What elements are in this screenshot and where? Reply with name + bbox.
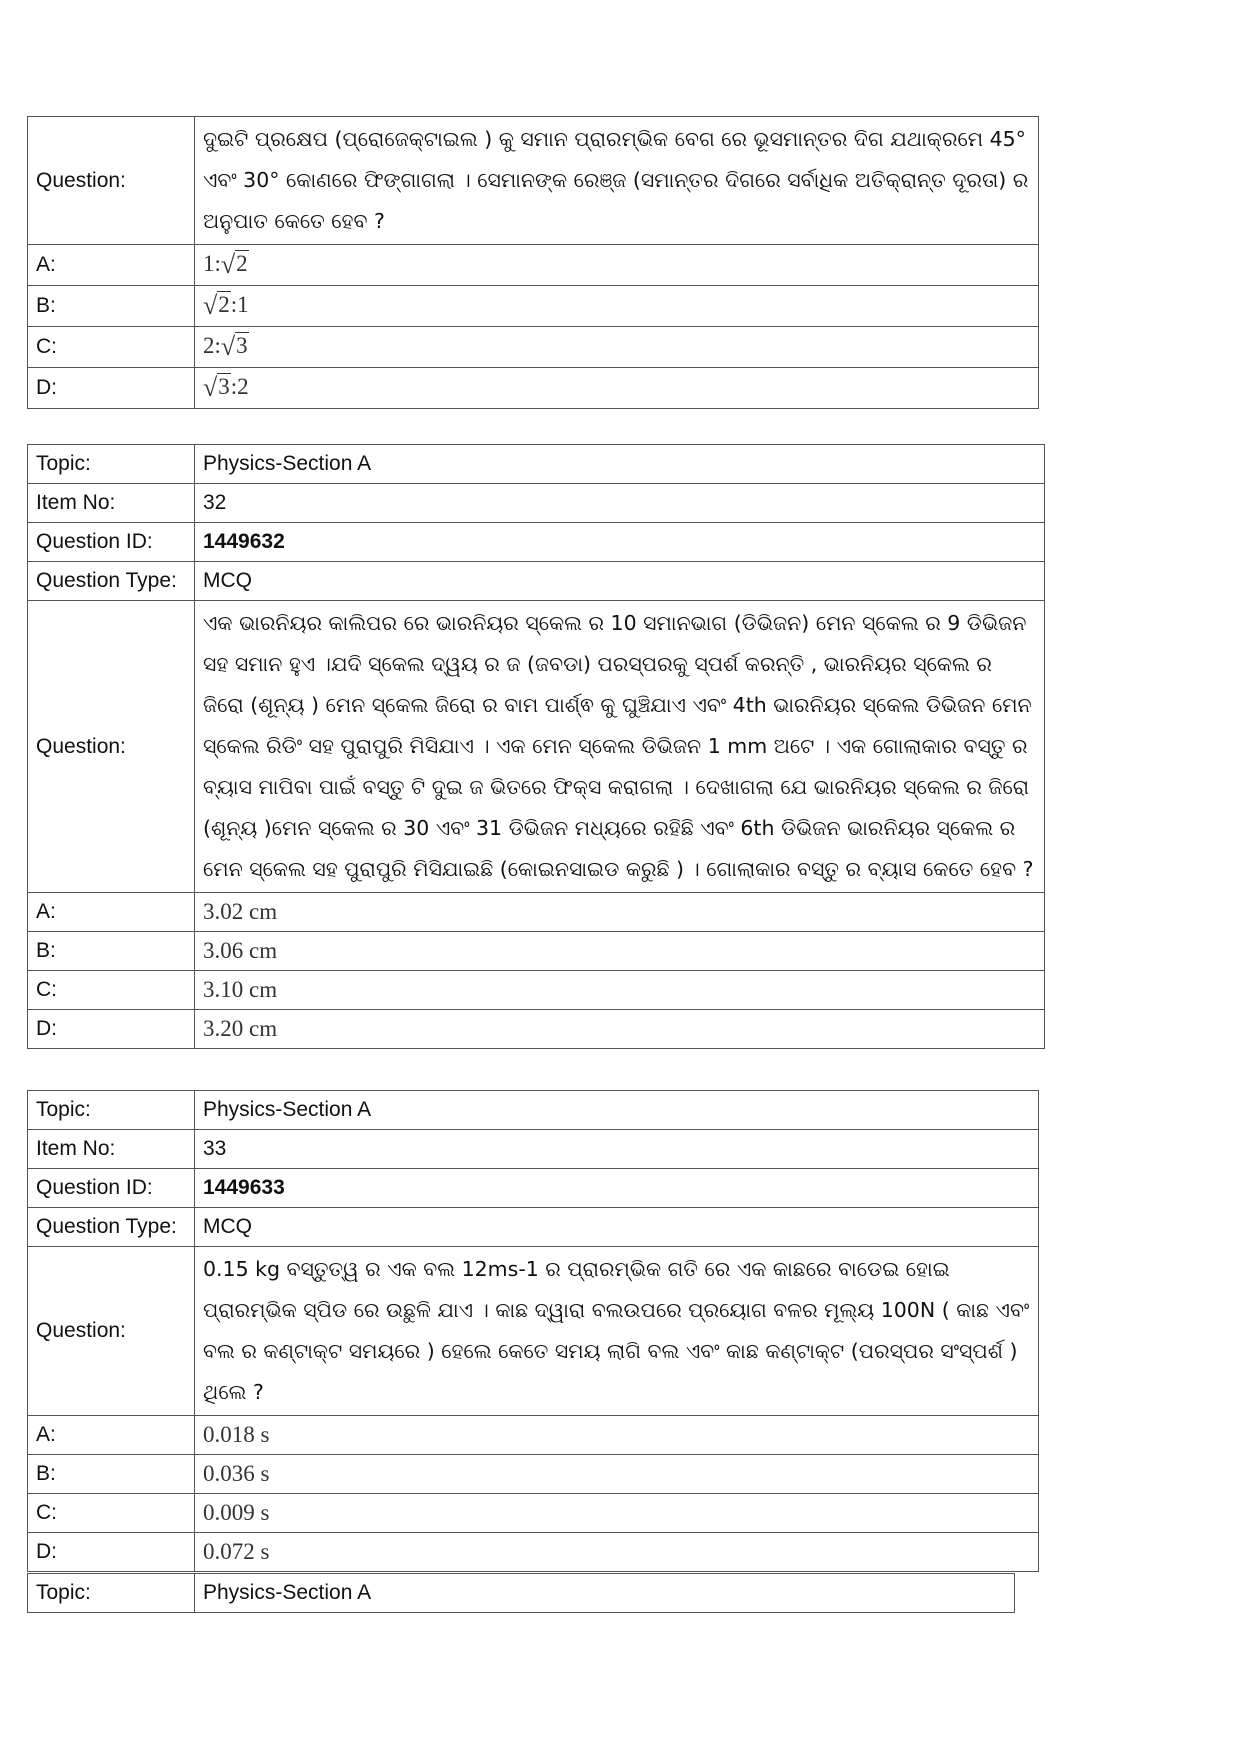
option-value: 0.072 s <box>195 1533 1039 1572</box>
topic-row <box>28 1574 1015 1613</box>
option-row <box>28 1010 1045 1049</box>
question-text: ଦୁଇଟି ପ୍ରକ୍ଷେପ (ପ୍ରୋଜେକ୍ଟାଇଲ ) କୁ ସମାନ ପ୍ରାରମ୍ଭିକ ବେଗ ରେ ଭୂସମାନ୍ତର ଦିଗ ଯଥାକ୍ରମେ 45° ଏବଂ 30° କୋଣରେ ଫିଙ୍ଗାଗଲା । ସେମାନଙ୍କ ରେଞ୍ଜ (ସମାନ୍ତର ଦିଗରେ ସର୍ବାଧିକ ଅତିକ୍ରାନ୍ତ ଦୂରତା) ର ଅନୁପାତ କେତେ ହେବ ? <box>195 117 1039 245</box>
option-value: 0.036 s <box>195 1455 1039 1494</box>
radicand: 2 <box>218 292 230 317</box>
question-block-34 <box>27 1573 1015 1613</box>
option-value <box>195 245 1039 286</box>
sqrt-symbol: √2 <box>203 291 230 320</box>
item-value: 32 <box>195 484 1045 523</box>
topic-row <box>28 1091 1039 1130</box>
option-row <box>28 1494 1039 1533</box>
option-label: A: <box>28 1416 195 1455</box>
sqrt-symbol: √2 <box>220 250 248 279</box>
topic-value: Physics-Section A <box>195 445 1045 484</box>
option-row <box>28 1455 1039 1494</box>
option-label: C: <box>28 327 195 368</box>
option-text: 1: <box>203 251 221 276</box>
option-text: :1 <box>230 292 249 317</box>
option-value: 3.06 cm <box>195 932 1045 971</box>
item-label: Item No: <box>28 484 195 523</box>
item-row <box>28 1130 1039 1169</box>
question-label: Question: <box>28 117 195 245</box>
option-value: 3.20 cm <box>195 1010 1045 1049</box>
radicand: 2 <box>236 251 248 276</box>
topic-label: Topic: <box>28 1091 195 1130</box>
question-label: Question: <box>28 1247 195 1416</box>
option-row <box>28 245 1039 286</box>
question-row <box>28 117 1039 245</box>
question-id-label: Question ID: <box>28 523 195 562</box>
item-row <box>28 484 1045 523</box>
topic-value: Physics-Section A <box>195 1091 1039 1130</box>
option-text: 2: <box>203 333 221 358</box>
question-block-32 <box>27 444 1045 1049</box>
option-row <box>28 1533 1039 1572</box>
question-label: Question: <box>28 601 195 893</box>
option-row <box>28 893 1045 932</box>
item-label: Item No: <box>28 1130 195 1169</box>
option-label: B: <box>28 1455 195 1494</box>
question-row <box>28 1247 1039 1416</box>
option-label: C: <box>28 1494 195 1533</box>
option-label: B: <box>28 932 195 971</box>
option-label: A: <box>28 245 195 286</box>
question-id-value: 1449632 <box>195 523 1045 562</box>
option-text: :2 <box>230 374 249 399</box>
question-text: ଏକ ଭାରନିୟର କାଲିପର ରେ ଭାରନିୟର ସ୍କେଲ ର 10 ସମାନଭାଗ (ଡିଭିଜନ) ମେନ ସ୍କେଲ ର 9 ଡିଭିଜନ ସହ ସମାନ ହୁଏ ।ଯଦି ସ୍କେଲ ଦ୍ୱୟ ର ଜ (ଜବଡା) ପରସ୍ପରକୁ ସ୍ପର୍ଶ କରନ୍ତି , ଭାରନିୟର ସ୍କେଲ ର ଜିରୋ (ଶୂନ୍ୟ ) ମେନ ସ୍କେଲ ଜିରୋ ର ବାମ ପାର୍ଶ୍ଵ କୁ ଘୁଞ୍ଚିଯାଏ ଏବଂ 4th ଭାରନିୟର ସ୍କେଲ ଡିଭିଜନ ମେନ ସ୍କେଲ ରିଡିଂ ସହ ପୁରାପୁରି ମିସିଯାଏ । ଏକ ମେନ ସ୍କେଲ ଡିଭିଜନ 1 mm ଅଟେ । ଏକ ଗୋଲାକାର ବସ୍ତୁ ର ବ୍ୟାସ ମାପିବା ପାଇଁ ବସ୍ତୁ ଟି ଦୁଇ ଜ ଭିତରେ ଫିକ୍ସ କରାଗଲା । ଦେଖାଗଲା ଯେ ଭାରନିୟର ସ୍କେଲ ର ଜିରୋ (ଶୂନ୍ୟ )ମେନ ସ୍କେଲ ର 30 ଏବଂ 31 ଡିଭିଜନ ମଧ୍ୟରେ ରହିଛି ଏବଂ 6th ଡିଭିଜନ ଭାରନିୟର ସ୍କେଲ ର ମେନ ସ୍କେଲ ସହ ପୁରାପୁରି ମିସିଯାଇଛି (କୋଇନସାଇଡ କରୁଛି ) । ଗୋଲାକାର ବସ୍ତୁ ର ବ୍ୟାସ କେତେ ହେବ ? <box>195 601 1045 893</box>
topic-value: Physics-Section A <box>195 1574 1015 1613</box>
question-id-row <box>28 523 1045 562</box>
question-text: 0.15 kg ବସ୍ତୁତ୍ୱ ର ଏକ ବଲ 12ms-1 ର ପ୍ରାରମ୍ଭିକ ଗତି ରେ ଏକ କାଛରେ ବାଡେଇ ହୋଇ ପ୍ରାରମ୍ଭିକ ସ୍ପିଡ ରେ ଉଛୁଳି ଯାଏ । କାଛ ଦ୍ୱାରା ବଲଉପରେ ପ୍ରୟୋଗ ବଳର ମୂଲ୍ୟ 100N ( କାଛ ଏବଂ ବଲ ର କଣ୍ଟାକ୍ଟ ସମୟରେ ) ହେଲେ କେତେ ସମୟ ଲାଗି ବଲ ଏବଂ କାଛ କଣ୍ଟାକ୍ଟ (ପରସ୍ପର ସଂସ୍ପର୍ଶ ) ଥିଲେ ? <box>195 1247 1039 1416</box>
option-label: A: <box>28 893 195 932</box>
option-value: 3.10 cm <box>195 971 1045 1010</box>
question-type-value: MCQ <box>195 1208 1039 1247</box>
option-value: 0.009 s <box>195 1494 1039 1533</box>
question-type-value: MCQ <box>195 562 1045 601</box>
option-row <box>28 971 1045 1010</box>
option-row <box>28 368 1039 409</box>
question-type-row <box>28 1208 1039 1247</box>
option-label: C: <box>28 971 195 1010</box>
question-row <box>28 601 1045 893</box>
radicand: 3 <box>218 374 230 399</box>
question-id-label: Question ID: <box>28 1169 195 1208</box>
option-label: D: <box>28 1010 195 1049</box>
question-type-label: Question Type: <box>28 1208 195 1247</box>
radicand: 3 <box>236 333 248 358</box>
topic-label: Topic: <box>28 1574 195 1613</box>
option-value <box>195 327 1039 368</box>
sqrt-symbol: √3 <box>220 332 248 361</box>
option-row <box>28 932 1045 971</box>
option-value <box>195 286 1039 327</box>
question-type-label: Question Type: <box>28 562 195 601</box>
option-row <box>28 286 1039 327</box>
question-id-value: 1449633 <box>195 1169 1039 1208</box>
sqrt-symbol: √3 <box>203 373 230 402</box>
option-value: 3.02 cm <box>195 893 1045 932</box>
option-value: 0.018 s <box>195 1416 1039 1455</box>
question-type-row <box>28 562 1045 601</box>
item-value: 33 <box>195 1130 1039 1169</box>
option-row <box>28 1416 1039 1455</box>
topic-label: Topic: <box>28 445 195 484</box>
option-label: D: <box>28 368 195 409</box>
option-row <box>28 327 1039 368</box>
option-label: B: <box>28 286 195 327</box>
option-label: D: <box>28 1533 195 1572</box>
topic-row <box>28 445 1045 484</box>
question-id-row <box>28 1169 1039 1208</box>
question-block-33 <box>27 1090 1039 1572</box>
option-value <box>195 368 1039 409</box>
question-block-31 <box>27 116 1039 409</box>
